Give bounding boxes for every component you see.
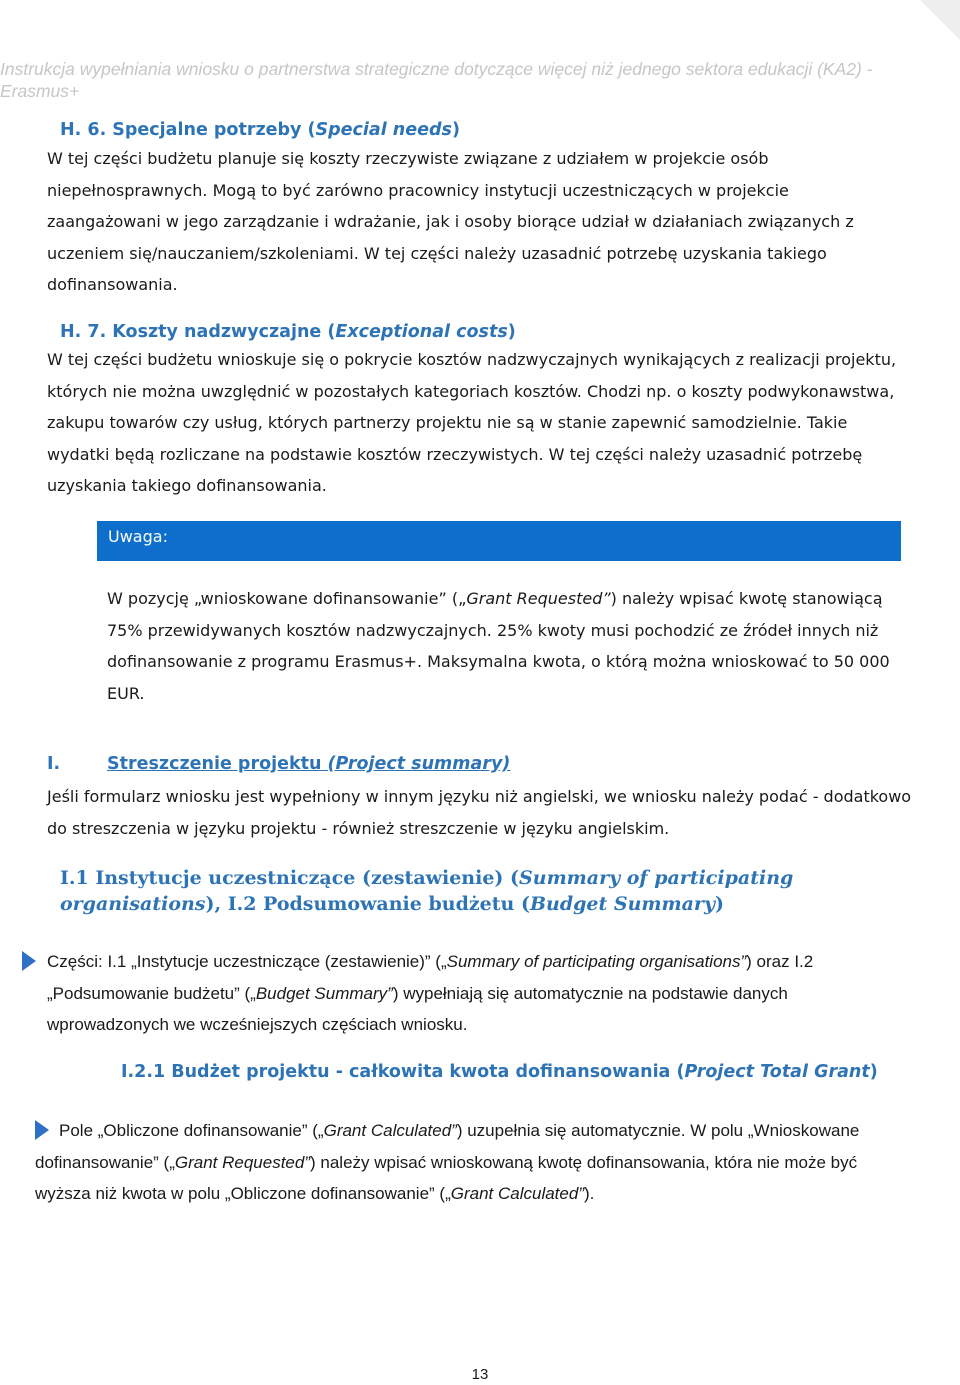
document-header: Instrukcja wypełniania wniosku o partnerstwa strategiczne dotyczące więcej niż jednego sektora edukacji (KA2) - Erasmus+ bbox=[0, 59, 873, 101]
bullet-i1-i2-text: Części: I.1 „Instytucje uczestniczące (zestawienie)” („Summary of participating organisations”) oraz I.2 „Podsumowanie budżetu” („Budget Summary”) wypełniają się automatycznie na podstawie danych wprowadzonych we wcześniejszych częściach wniosku. bbox=[47, 952, 814, 1034]
note-label: Uwaga: bbox=[108, 527, 168, 546]
bullet-grant-calculated-text: Pole „Obliczone dofinansowanie” („Grant Calculated”) uzupełnia się automatycznie. W polu „Wnioskowane dofinansowanie” („Grant Requested”) należy wpisać wnioskowaną kwotę dofinansowania, która nie może być wyższa niż kwota w polu „Obliczone dofinansowanie” („Grant Calculated”). bbox=[35, 1121, 860, 1203]
section-i-body: Jeśli formularz wniosku jest wypełniony w innym języku niż angielski, we wniosku należy podać - dodatkowo do streszczenia w języku projektu - również streszczenie w języku angielskim. bbox=[47, 787, 912, 838]
page-corner-decoration bbox=[920, 0, 960, 40]
section-i21-heading: I.2.1 Budżet projektu - całkowita kwota dofinansowania (Project Total Grant) bbox=[121, 1062, 878, 1082]
arrow-bullet-icon bbox=[22, 951, 36, 971]
section-i1-heading: I.1 Instytucje uczestniczące (zestawienie) (Summary of participating organisations), I.2 Podsumowanie budżetu (Budget Summary) bbox=[60, 867, 794, 915]
section-h6-body: W tej części budżetu planuje się koszty rzeczywiste związane z udziałem w projekcie osób niepełnosprawnych. Mogą to być zarówno pracownicy instytucji uczestniczących w projekcie zaangażowani w jego zarządzanie i wdrażanie, jak i osoby biorące udział w działaniach związanych z uczeniem się/nauczaniem/szkoleniami. W tej części należy uzasadnić potrzebę uzyskania takiego dofinansowania. bbox=[47, 149, 854, 294]
section-h6-heading: H. 6. Specjalne potrzeby (Special needs) bbox=[60, 120, 460, 140]
section-i-number: I. bbox=[47, 754, 61, 774]
note-body: W pozycję „wnioskowane dofinansowanie” („Grant Requested”) należy wpisać kwotę stanowiącą 75% przewidywanych kosztów nadzwyczajnych. 25% kwoty musi pochodzić ze źródeł innych niż dofinansowanie z programu Erasmus+. Maksymalna kwota, o którą można wnioskować to 50 000 EUR. bbox=[107, 589, 890, 703]
note-bar bbox=[97, 521, 901, 561]
section-h7-heading: H. 7. Koszty nadzwyczajne (Exceptional costs) bbox=[60, 322, 516, 342]
section-i-title: Streszczenie projektu (Project summary) bbox=[107, 754, 511, 774]
section-h7-body: W tej części budżetu wnioskuje się o pokrycie kosztów nadzwyczajnych wynikających z realizacji projektu, których nie można uwzględnić w pozostałych kategoriach kosztów. Chodzi np. o koszty podwykonawstwa, zakupu towarów czy usług, których partnerzy projektu nie są w stanie zapewnić samodzielnie. Takie wydatki będą rozliczane na podstawie kosztów rzeczywistych. W tej części należy uzasadnić potrzebę uzyskania takiego dofinansowania. bbox=[47, 350, 897, 495]
page-number: 13 bbox=[471, 1366, 489, 1383]
